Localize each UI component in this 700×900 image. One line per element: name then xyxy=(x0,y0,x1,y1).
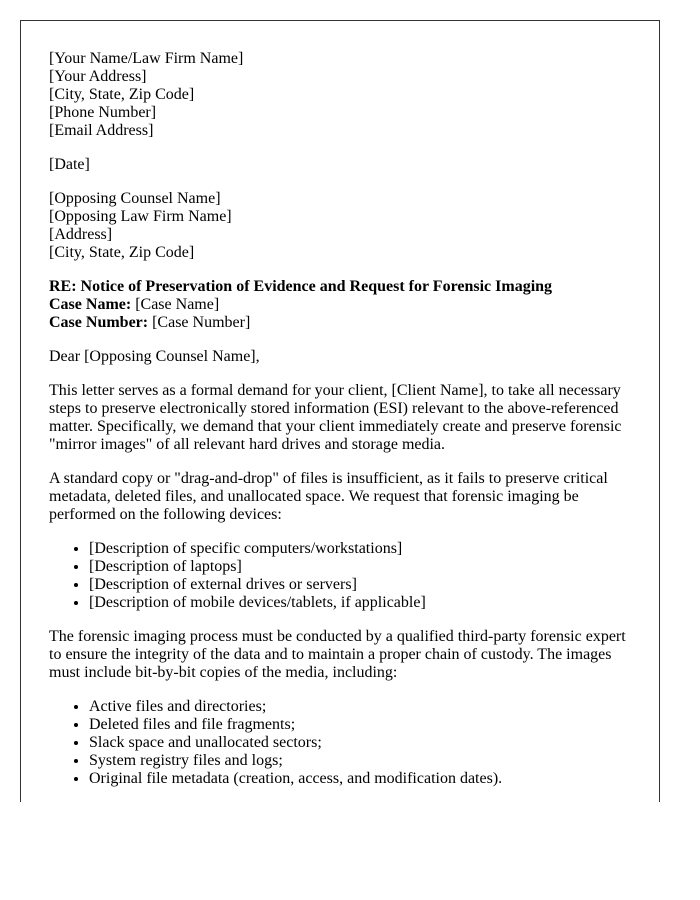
list-item: • Active files and directories; xyxy=(89,698,639,716)
media-list xyxy=(49,698,639,788)
recipient-firm-name: [Opposing Law Firm Name] xyxy=(49,208,232,225)
list-item: • Slack space and unallocated sectors; xyxy=(89,734,639,752)
letter-content xyxy=(49,50,639,802)
case-name-value: [Case Name] xyxy=(131,296,220,313)
case-name-label: Case Name: xyxy=(49,296,132,313)
letter-page xyxy=(20,20,660,802)
list-item: • [Description of external drives or servers] xyxy=(89,576,639,594)
case-number-value: [Case Number] xyxy=(148,314,251,331)
list-item: • [Description of specific computers/workstations] xyxy=(89,540,639,558)
letter-date: [Date] xyxy=(49,156,90,173)
recipient-address: [Address] xyxy=(49,226,113,243)
sender-city-state-zip: [City, State, Zip Code] xyxy=(49,86,195,103)
recipient-counsel-name: [Opposing Counsel Name] xyxy=(49,190,221,207)
recipient-block xyxy=(49,190,639,262)
sender-name: [Your Name/Law Firm Name] xyxy=(49,50,244,67)
salutation: Dear [Opposing Counsel Name], xyxy=(49,348,260,365)
sender-block xyxy=(49,50,639,140)
case-number-label: Case Number: xyxy=(49,314,149,331)
re-line: RE: Notice of Preservation of Evidence and Request for Forensic Imaging xyxy=(49,278,553,295)
sender-address: [Your Address] xyxy=(49,68,147,85)
list-item: • [Description of mobile devices/tablets, if applicable] xyxy=(89,594,639,612)
case-name-line xyxy=(49,296,639,314)
subject-block xyxy=(49,278,639,332)
list-item: • Deleted files and file fragments; xyxy=(89,716,639,734)
recipient-city-state-zip: [City, State, Zip Code] xyxy=(49,244,195,261)
list-item: • [Description of laptops] xyxy=(89,558,639,576)
paragraph-preservation-demand: This letter serves as a formal demand for your client, [Client Name], to take all necessary steps to preserve electronically stored information (ESI) relevant to the above-referenced matter. Specifically, we demand that your client immediately create and preserve forensic "mirror images" of all relevant hard drives and storage media. xyxy=(49,382,622,453)
paragraph-insufficient-copy: A standard copy or "drag-and-drop" of files is insufficient, as it fails to preserve critical metadata, deleted files, and unallocated space. We request that forensic imaging be performed on the following devices: xyxy=(49,470,608,523)
case-number-line xyxy=(49,314,639,332)
sender-phone: [Phone Number] xyxy=(49,104,157,121)
list-item: • System registry files and logs; xyxy=(89,752,639,770)
sender-email: [Email Address] xyxy=(49,122,154,139)
list-item: • Original file metadata (creation, access, and modification dates). xyxy=(89,770,639,788)
devices-list xyxy=(49,540,639,612)
paragraph-imaging-process: The forensic imaging process must be conducted by a qualified third-party forensic expert to ensure the integrity of the data and to maintain a proper chain of custody. The images must include bit-by-bit copies of the media, including: xyxy=(49,628,626,681)
